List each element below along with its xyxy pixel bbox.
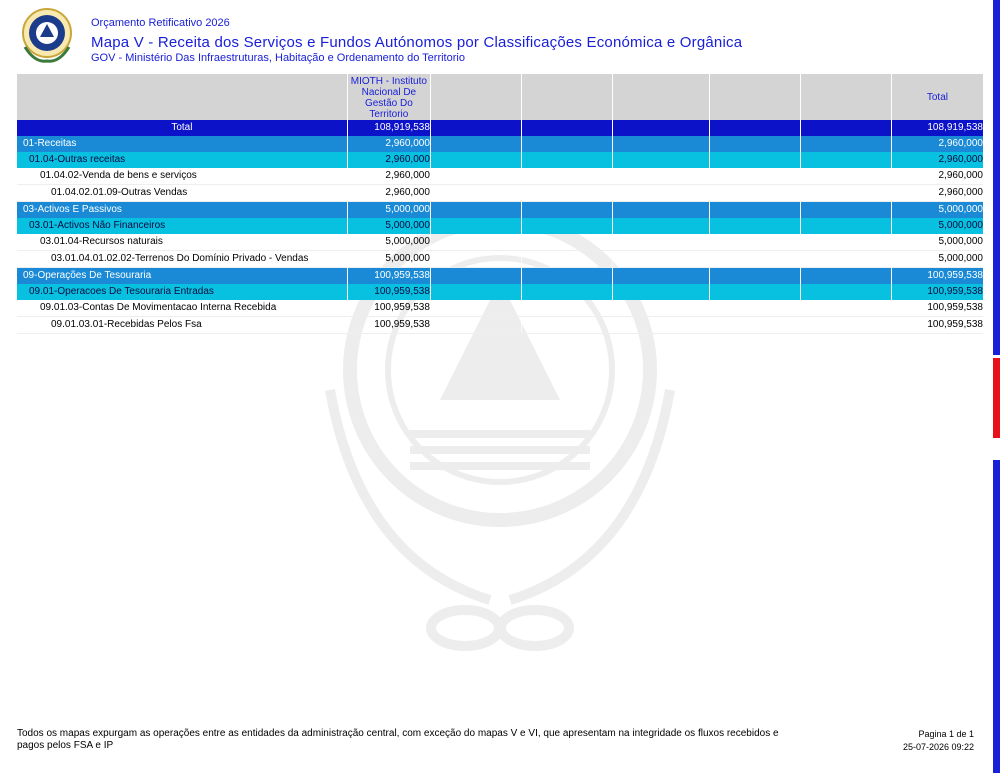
revenue-table (17, 74, 983, 334)
mioth-value: 2,960,000 (347, 152, 430, 168)
total-value: 108,919,538 (892, 120, 983, 136)
total-value: 5,000,000 (892, 234, 983, 251)
ministry-name: GOV - Ministério Das Infraestruturas, Habitação e Ordenamento do Territorio (91, 52, 465, 64)
table-row (17, 218, 983, 234)
table-header-row (17, 74, 983, 120)
header-empty-cell (613, 74, 710, 120)
empty-cell (710, 284, 801, 300)
column-header-mioth: MIOTH - Instituto Nacional De Gestão Do Territorio (347, 74, 430, 120)
empty-cell (801, 300, 892, 317)
empty-cell (613, 317, 710, 334)
empty-cell (430, 317, 521, 334)
total-value: 2,960,000 (892, 168, 983, 185)
empty-cell (801, 152, 892, 168)
table-row (17, 251, 983, 268)
row-label: 03.01.04-Recursos naturais (17, 234, 347, 251)
footnote: Todos os mapas expurgam as operações entre as entidades da administração central, com exceção do mapas V e VI, que apresentam na integridade os fluxos recebidos e pagos pelos FSA e IP (17, 728, 779, 751)
empty-cell (710, 268, 801, 285)
total-value: 100,959,538 (892, 268, 983, 285)
empty-cell (522, 268, 613, 285)
mioth-value: 2,960,000 (347, 168, 430, 185)
empty-cell (801, 136, 892, 152)
empty-cell (430, 136, 521, 152)
row-label: 01-Receitas (17, 136, 347, 152)
empty-cell (430, 218, 521, 234)
empty-cell (613, 168, 710, 185)
column-header-total: Total (892, 74, 983, 120)
total-value: 5,000,000 (892, 251, 983, 268)
empty-cell (430, 152, 521, 168)
table-row (17, 268, 983, 285)
empty-cell (710, 136, 801, 152)
header-empty-cell (430, 74, 521, 120)
table-row (17, 152, 983, 168)
coat-of-arms-logo (17, 5, 77, 65)
total-value: 100,959,538 (892, 300, 983, 317)
total-value: 2,960,000 (892, 136, 983, 152)
empty-cell (801, 268, 892, 285)
table-row (17, 317, 983, 334)
budget-subtitle: Orçamento Retificativo 2026 (91, 17, 230, 29)
empty-cell (522, 234, 613, 251)
empty-cell (522, 251, 613, 268)
empty-cell (613, 185, 710, 202)
mioth-value: 100,959,538 (347, 284, 430, 300)
empty-cell (613, 218, 710, 234)
empty-cell (710, 185, 801, 202)
empty-cell (522, 152, 613, 168)
empty-cell (801, 202, 892, 219)
row-label: 01.04.02-Venda de bens e serviços (17, 168, 347, 185)
empty-cell (613, 120, 710, 136)
empty-cell (430, 251, 521, 268)
mioth-value: 5,000,000 (347, 251, 430, 268)
empty-cell (613, 268, 710, 285)
row-label: 03.01.04.01.02.02-Terrenos Do Domínio Privado - Vendas (17, 251, 347, 268)
total-value: 100,959,538 (892, 317, 983, 334)
page-info (903, 728, 974, 754)
empty-cell (801, 317, 892, 334)
right-edge-bar-bottom (993, 460, 1000, 773)
row-label: Total (17, 120, 347, 136)
empty-cell (710, 251, 801, 268)
header-empty-cell (710, 74, 801, 120)
mioth-value: 108,919,538 (347, 120, 430, 136)
row-label: 03.01-Activos Não Financeiros (17, 218, 347, 234)
empty-cell (522, 168, 613, 185)
row-label: 01.04.02.01.09-Outras Vendas (17, 185, 347, 202)
row-label: 01.04-Outras receitas (17, 152, 347, 168)
empty-cell (710, 152, 801, 168)
mioth-value: 2,960,000 (347, 136, 430, 152)
table-row (17, 185, 983, 202)
empty-cell (801, 218, 892, 234)
empty-cell (710, 202, 801, 219)
mioth-value: 5,000,000 (347, 234, 430, 251)
total-value: 2,960,000 (892, 152, 983, 168)
empty-cell (613, 152, 710, 168)
empty-cell (613, 300, 710, 317)
total-value: 5,000,000 (892, 202, 983, 219)
empty-cell (522, 284, 613, 300)
empty-cell (801, 185, 892, 202)
row-label: 09.01-Operacoes De Tesouraria Entradas (17, 284, 347, 300)
print-timestamp: 25-07-2026 09:22 (902, 742, 974, 752)
empty-cell (801, 251, 892, 268)
empty-cell (522, 317, 613, 334)
row-label: 03-Activos E Passivos (17, 202, 347, 219)
empty-cell (430, 268, 521, 285)
table-row (17, 234, 983, 251)
header-label-cell (17, 74, 347, 120)
empty-cell (430, 202, 521, 219)
empty-cell (430, 300, 521, 317)
mioth-value: 5,000,000 (347, 218, 430, 234)
table-row (17, 300, 983, 317)
page-number: Pagina 1 de 1 (918, 729, 974, 739)
row-label: 09.01.03.01-Recebidas Pelos Fsa (17, 317, 347, 334)
empty-cell (613, 284, 710, 300)
empty-cell (710, 168, 801, 185)
empty-cell (522, 120, 613, 136)
empty-cell (430, 168, 521, 185)
right-edge-bar-red (993, 358, 1000, 438)
empty-cell (801, 234, 892, 251)
map-title: Mapa V - Receita dos Serviços e Fundos Autónomos por Classificações Económica e Orgânica (91, 34, 743, 51)
row-label: 09-Operações De Tesouraria (17, 268, 347, 285)
mioth-value: 100,959,538 (347, 300, 430, 317)
header-empty-cell (522, 74, 613, 120)
empty-cell (613, 251, 710, 268)
empty-cell (710, 300, 801, 317)
empty-cell (613, 234, 710, 251)
total-value: 5,000,000 (892, 218, 983, 234)
empty-cell (522, 300, 613, 317)
empty-cell (430, 284, 521, 300)
empty-cell (801, 168, 892, 185)
empty-cell (430, 234, 521, 251)
empty-cell (710, 317, 801, 334)
row-label: 09.01.03-Contas De Movimentacao Interna Recebida (17, 300, 347, 317)
total-value: 2,960,000 (892, 185, 983, 202)
table-row (17, 284, 983, 300)
empty-cell (613, 136, 710, 152)
empty-cell (430, 185, 521, 202)
empty-cell (801, 284, 892, 300)
mioth-value: 5,000,000 (347, 202, 430, 219)
empty-cell (613, 202, 710, 219)
empty-cell (710, 218, 801, 234)
table-row (17, 168, 983, 185)
empty-cell (522, 136, 613, 152)
total-value: 100,959,538 (892, 284, 983, 300)
empty-cell (522, 202, 613, 219)
table-row (17, 136, 983, 152)
empty-cell (710, 234, 801, 251)
table-row (17, 202, 983, 219)
mioth-value: 2,960,000 (347, 185, 430, 202)
mioth-value: 100,959,538 (347, 317, 430, 334)
empty-cell (430, 120, 521, 136)
right-edge-bar-top (993, 0, 1000, 355)
total-row (17, 120, 983, 136)
empty-cell (710, 120, 801, 136)
empty-cell (801, 120, 892, 136)
empty-cell (522, 218, 613, 234)
mioth-value: 100,959,538 (347, 268, 430, 285)
empty-cell (522, 185, 613, 202)
header-empty-cell (801, 74, 892, 120)
